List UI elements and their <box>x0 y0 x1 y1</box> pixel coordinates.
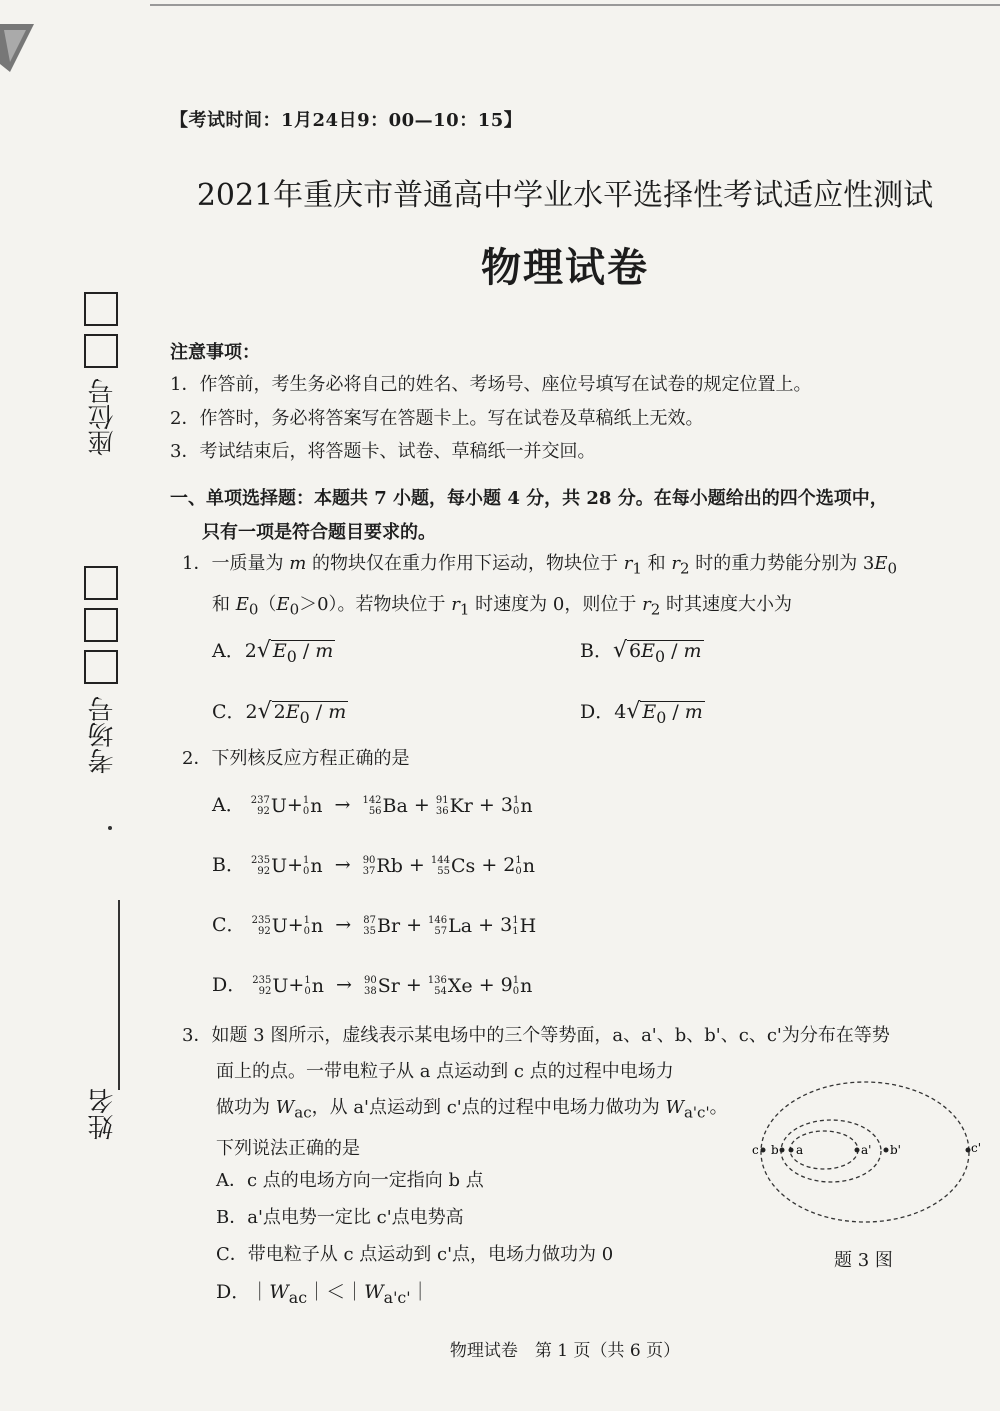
room-box-1[interactable] <box>84 566 118 600</box>
section-title <box>170 482 970 550</box>
label-c: c <box>752 1143 759 1157</box>
seat-box-1[interactable] <box>84 292 118 326</box>
subject-title: 物理试卷 <box>481 244 649 291</box>
page-footer: 物理试卷 第 1 页（共 6 页） <box>449 1341 681 1361</box>
label-a: a <box>796 1143 804 1157</box>
question-1-stem <box>182 546 982 627</box>
scan-corner-mark <box>0 24 40 74</box>
seat-box-2[interactable] <box>84 334 118 368</box>
scan-top-edge <box>150 4 1000 6</box>
point-c-prime <box>966 1148 971 1153</box>
sidebar-dot <box>108 826 112 830</box>
room-box-3[interactable] <box>84 650 118 684</box>
label-a-prime: a' <box>861 1143 872 1157</box>
q1-option-c[interactable]: C．2√ $2E_0$ / m <box>212 699 347 727</box>
exam-time: 【考试时间：1月24日9：00—10：15】 <box>170 110 523 131</box>
q2-option-b[interactable]: B． 235 92 U+ 1 0 n → 90 37 Rb + 144 55 Cs + 2 1 0 n <box>212 854 535 877</box>
point-c <box>761 1148 766 1153</box>
figure-caption: 题 3 图 <box>834 1250 893 1271</box>
label-c-prime: c' <box>971 1141 982 1155</box>
main-title: 2021年重庆市普通高中学业水平选择性考试适应性测试 <box>196 178 934 213</box>
notice-item-1: 1．作答前，考生务必将自己的姓名、考场号、座位号填写在试卷的规定位置上。 <box>170 374 812 395</box>
question-1-line1: 1．一质量为 m 的物块仅在重力作用下运动，物块位于 $r_1$ 和 $r_2$ 时的重力势能分别为 $3E_0$ <box>182 553 898 578</box>
notice-title: 注意事项： <box>170 342 260 363</box>
notice-item-2: 2．作答时，务必将答案写在答题卡上。写在试卷及草稿纸上无效。 <box>170 408 704 429</box>
question-3-line4: 下列说法正确的是 <box>216 1137 360 1159</box>
q1-option-d[interactable]: D．4√ $E_0$ / m <box>580 699 703 727</box>
question-3-line2: 面上的点。一带电粒子从 a 点运动到 c 点的过程中电场力 <box>216 1061 674 1082</box>
name-underline[interactable] <box>118 900 120 1090</box>
q2-option-a[interactable]: A． 237 92 U+ 1 0 n → 142 56 Ba + 91 36 Kr + 3 1 0 n <box>212 794 533 817</box>
point-a-prime <box>855 1148 860 1153</box>
q1-option-b[interactable]: B．√ $6E_0$ / m <box>580 638 702 666</box>
label-b: b <box>771 1143 779 1157</box>
question-3-line3: 做功为 $W_{ac}$，从 a'点运动到 c'点的过程中电场力做功为 $W_{a'c'}$。 <box>216 1097 728 1122</box>
q3-option-b[interactable]: B．a'点电势一定比 c'点电势高 <box>216 1207 464 1228</box>
q3-option-c[interactable]: C．带电粒子从 c 点运动到 c'点，电场力做功为 0 <box>216 1244 614 1265</box>
q3-option-d[interactable]: D．$|W_{ac}|<|W_{a'c'}|$ <box>216 1281 430 1307</box>
q1-option-a[interactable]: A．2√ $E_0$ / m <box>212 638 334 666</box>
point-b <box>780 1148 785 1153</box>
question-2-stem: 2．下列核反应方程正确的是 <box>182 748 410 769</box>
notice-item-3: 3．考试结束后，将答题卡、试卷、草稿纸一并交回。 <box>170 441 596 462</box>
room-box-2[interactable] <box>84 608 118 642</box>
q2-option-c[interactable]: C． 235 92 U+ 1 0 n → 87 35 Br + 146 57 La + 3 1 1 H <box>212 914 537 937</box>
label-b-prime: b' <box>890 1143 901 1157</box>
section-title-line2: 只有一项是符合题目要求的。 <box>202 522 436 543</box>
q2-option-d[interactable]: D． 235 92 U+ 1 0 n → 90 38 Sr + 136 54 Xe + 9 1 0 n <box>212 974 533 997</box>
equipotential-figure <box>748 1078 988 1238</box>
q3-option-a[interactable]: A．c 点的电场方向一定指向 b 点 <box>216 1170 484 1191</box>
seat-number-label: 座位号 <box>88 378 118 456</box>
section-title-line1: 一、单项选择题：本题共 7 小题，每小题 4 分，共 28 分。在每小题给出的四个选项中， <box>170 488 888 509</box>
room-number-label: 考场号 <box>88 696 118 774</box>
name-label: 姓名 <box>88 1088 118 1140</box>
point-b-prime <box>884 1148 889 1153</box>
point-a <box>789 1148 794 1153</box>
question-3-line1: 3．如题 3 图所示，虚线表示某电场中的三个等势面，a、a'、b、b'、c、c'为分布在等势 <box>182 1025 890 1046</box>
question-1-line2: 和 $E_0(E_0>0)$。若物块位于 $r_1$ 时速度为 0，则位于 $r_2$ 时其速度大小为 <box>212 593 792 619</box>
